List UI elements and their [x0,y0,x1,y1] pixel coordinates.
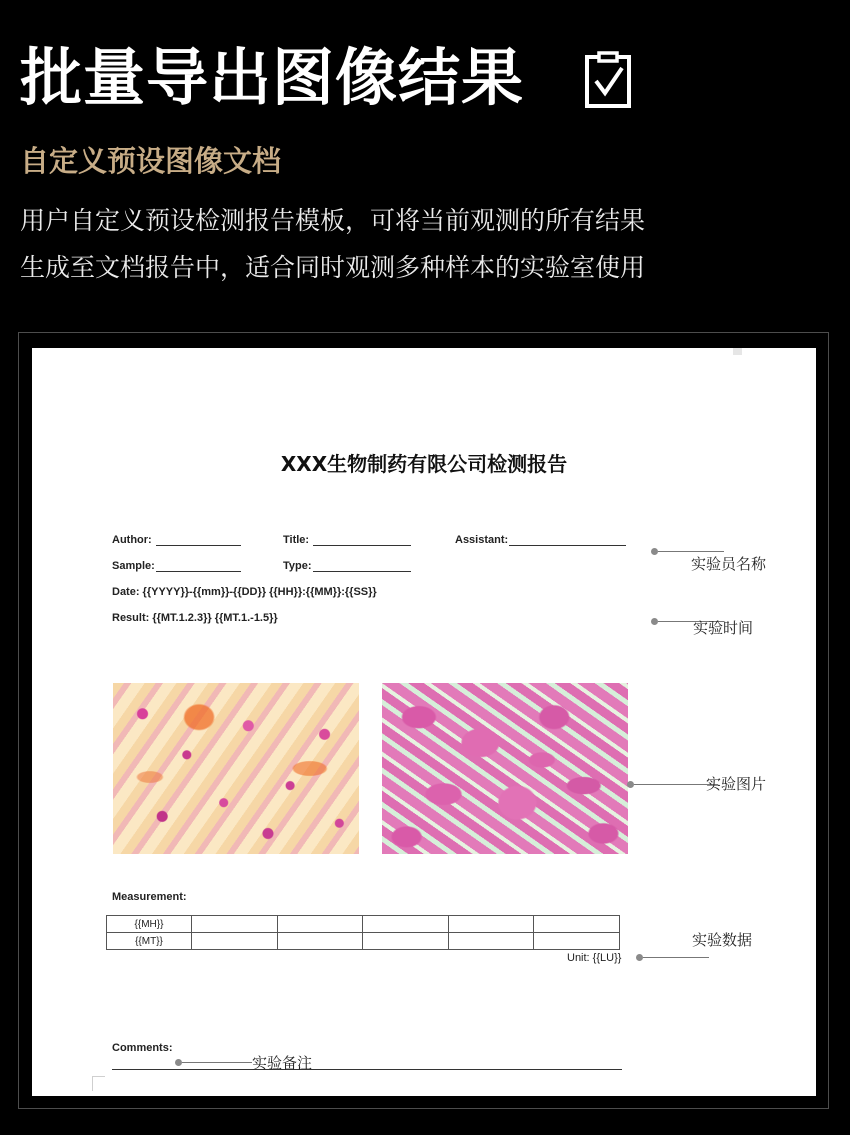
table-cell [192,933,278,950]
measurement-table [106,915,620,950]
table-row [107,916,620,933]
report-title: XXX生物制药有限公司检测报告 [280,452,568,476]
annotation-experiment-notes: 实验备注 [252,1054,313,1072]
annotation-experiment-data: 实验数据 [692,931,753,949]
author-field-label: Author: [112,534,152,546]
title-field-line [313,545,411,546]
table-cell [363,916,449,933]
annotation-dot [627,781,634,788]
sample-image-2 [382,683,628,854]
table-cell [192,916,278,933]
hero-title: 批量导出图像结果 [20,41,525,114]
table-cell [448,933,534,950]
table-cell [363,933,449,950]
annotation-line [182,1062,252,1063]
date-field: Date: {{YYYY}}-{{mm}}-{{DD}} {{HH}}:{{MM}}:{{SS}} [112,586,377,598]
type-field-line [313,571,411,572]
annotation-line [658,551,724,552]
title-field-label: Title: [283,534,310,546]
author-field-line [156,545,241,546]
table-cell [534,933,620,950]
table-row [107,933,620,950]
table-cell [534,916,620,933]
section-subtitle: 自定义预设图像文档 [20,144,282,178]
assistant-field-line [509,545,626,546]
table-cell [277,916,363,933]
annotation-line [643,957,709,958]
unit-label: Unit: {{LU}} [567,952,622,964]
assistant-field-label: Assistant: [455,534,509,546]
table-cell: {{MH}} [107,916,192,933]
page-corner-mark [92,1076,105,1091]
sample-field-line [156,571,241,572]
annotation-experimenter-name: 实验员名称 [691,555,767,573]
annotation-dot [651,548,658,555]
table-cell [448,916,534,933]
sample-image-1 [113,683,359,854]
measurement-label: Measurement: [112,891,187,903]
checklist-icon [584,51,632,109]
table-cell: {{MT}} [107,933,192,950]
annotation-dot [175,1059,182,1066]
description-line-2: 生成至文档报告中，适合同时观测多种样本的实验室使用 [20,253,646,282]
table-cell [277,933,363,950]
sample-field-label: Sample: [112,560,155,572]
result-field: Result: {{MT.1.2.3}} {{MT.1.-1.5}} [112,612,278,624]
type-field-label: Type: [283,560,312,572]
annotation-dot [651,618,658,625]
annotation-experiment-images: 实验图片 [706,775,767,793]
page-marker [733,348,742,355]
comments-label: Comments: [112,1042,173,1054]
description-line-1: 用户自定义预设检测报告模板，可将当前观测的所有结果 [20,206,646,235]
annotation-dot [636,954,643,961]
report-document [32,348,816,1096]
comments-field-line [112,1069,622,1070]
annotation-experiment-time: 实验时间 [693,619,754,637]
